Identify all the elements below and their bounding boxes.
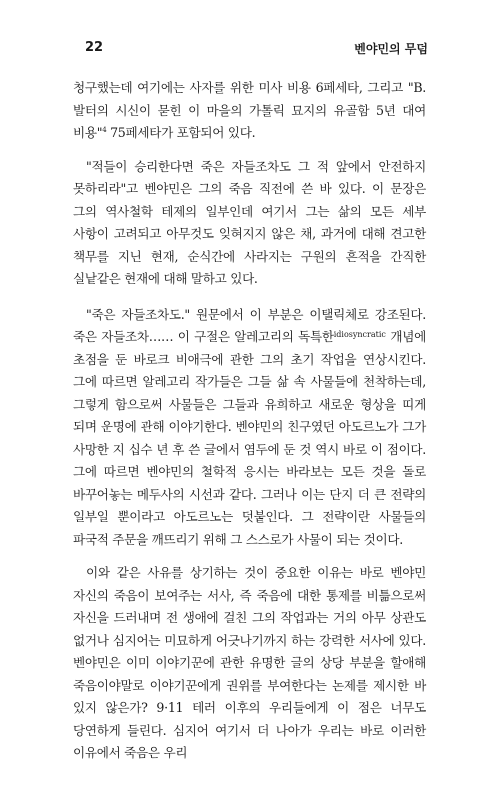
paragraph-3-rest: 개념에 초점을 둔 바로크 비애극에 관한 그의 초기 작업을 연상시킨다. 그에 따르면 알레고리 작가들은 그들 삶 속 사물들에 천착하는데, 그렇게 함으로써 사물들은 그들과 유희하고 새로운 형상을 띠게 되며 운명에 관해 이야기한다. 벤야민의 친구였던 아도르노가 그가 사망한 지 십수 년 후 쓴 글에서 염두에 둔 것 역시 바로 이 점이다. 그에 따르면 벤야민의 철학적 응시는 바라보는 모든 것을 돌로 바꾸어놓는 메두사의 시선과 같다. 그러나 이는 단지 더 큰 전략의 일부일 뿐이라고 아도르노는 덧붙인다. 그 전략이란 사물들의 파국적 주문을 깨뜨리기 위해 그 스스로가 사물이 되는 것이다. bbox=[73, 329, 426, 547]
body-text bbox=[73, 77, 426, 765]
footnote-marker: 4 bbox=[102, 126, 107, 134]
running-head: 벤야민의 무덤 bbox=[354, 42, 428, 56]
paragraph-4: 이와 같은 사유를 상기하는 것이 중요한 이유는 바로 벤야민 자신의 죽음이 보여주는 서사, 즉 죽음에 대한 통제를 비틂으로써 자신을 드러내며 전 생애에 걸친 그의 작업과는 거의 아무 상관도 없거나 심지어는 미묘하게 어긋나기까지 하는 강력한 서사에 있다. 벤야민은 이미 이야기꾼에 관한 유명한 글의 상당 부분을 할애해 죽음이야말로 이야기꾼에게 권위를 부여한다는 논제를 제시한 바 있지 않은가? 9·11 테러 이후의 우리들에게 이 점은 너무도 당연하게 들린다. 심지어 여기서 더 나아가 우리는 바로 이러한 이유에서 죽음은 우리 bbox=[73, 565, 426, 760]
paragraph-3 bbox=[73, 304, 426, 552]
idiosyncratic-gloss: idiosyncratic bbox=[333, 330, 386, 339]
paragraph-1-text: 청구했는데 여기에는 사자를 위한 미사 비용 6페세타, 그리고 "B. 발터의 시신이 묻힌 이 마을의 가톨릭 묘지의 유골함 5년 대여 비용" bbox=[73, 80, 426, 140]
paragraph-1 bbox=[73, 77, 426, 145]
page-number: 22 bbox=[85, 40, 104, 55]
paragraph-2: "적들이 승리한다면 죽은 자들조차도 그 적 앞에서 안전하지 못하리라"고 벤야민은 그의 죽음 직전에 쓴 바 있다. 이 문장은 그의 역사철학 테제의 일부인데 여기서 그는 삶의 모든 세부 사항이 고려되고 아무것도 잊혀지지 않은 채, 과거에 대해 견고한 책무를 지닌 현재, 순식간에 사라지는 구원의 흔적을 간직한 실낱같은 현재에 대해 말하고 있다. bbox=[73, 158, 426, 286]
paragraph-3-lead: "죽은 자들조차도." 원문에서 이 부분은 이탤릭체로 강조된다. 죽은 자들조차…… 이 구절은 알레고리의 독특한 bbox=[73, 306, 426, 344]
paragraph-1-tail: 75페세타가 포함되어 있다. bbox=[106, 125, 256, 140]
